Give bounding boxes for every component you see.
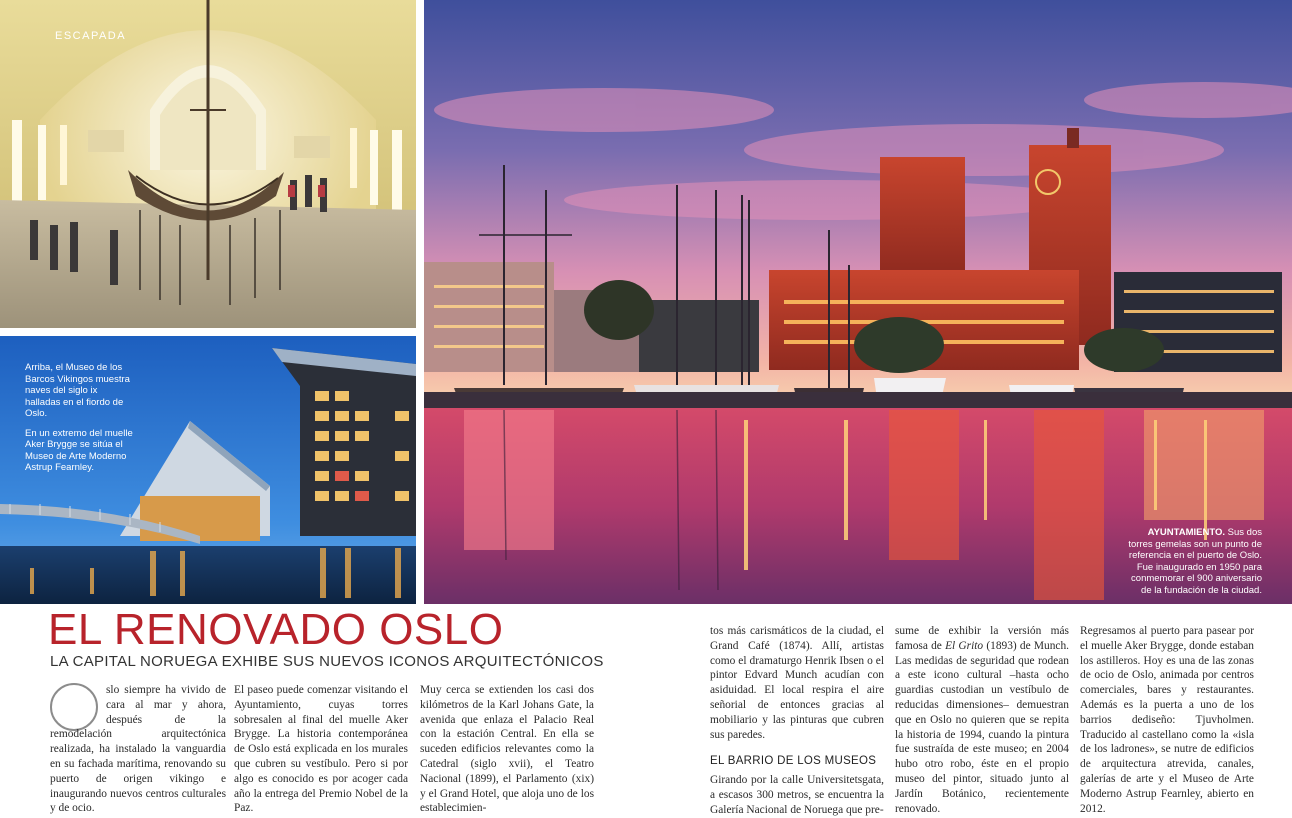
left-photo-captions <box>25 362 133 482</box>
column-6-text: Regresamos al puerto para pasear por el muelle Aker Brygge, donde estaban los astilleros. Hoy es una de las zonas de ocio de Oslo, animada por centros comerciales, bares y restaurantes. Además es la puerta a uno de los barrios dediseño: Tjuvholmen. Traducido al castellano como la «isla de los ladrones», se nutre de edificios de arquitectura atrevida, canales, galerías de arte y el Museo de Arte Moderno Astrup Fearnley, abierto en 2012. <box>1080 625 1254 815</box>
oslo-city-hall-photo <box>424 0 1292 604</box>
painting-title: El Grito <box>945 639 984 652</box>
section-heading-museums: EL BARRIO DE LOS MUSEOS <box>710 755 877 768</box>
column-2-text: El paseo puede comenzar visitando el Ayuntamiento, cuyas torres sobresalen al final del muelle Aker Brygge. La historia contemporánea de Oslo está explicada en los murales que cubren su vestíbulo. Pero si por algo es conocido es por acoger cada año la entrega del Premio Nobel de la Paz. <box>234 684 408 815</box>
section-label: ESCAPADA <box>55 30 127 42</box>
article-subtitle: LA CAPITAL NORUEGA EXHIBE SUS NUEVOS ICONOS ARQUITECTÓNICOS <box>50 653 604 670</box>
city-hall-caption <box>1122 527 1262 596</box>
caption-city-hall-text: Sus dos torres gemelas son un punto de referencia en el puerto de Oslo. Fue inaugurado en 1950 para conmemorar el 900 aniversario de la fundación de la ciudad. <box>1128 527 1262 596</box>
column-4-text-a: tos más carismáticos de la ciudad, el Grand Café (1874). Allí, artistas como el dramaturgo Henrik Ibsen o el pintor Edvard Munch acudían con asiduidad. El local respira el aire señorial de entonces gracias al mobiliario y las pinturas que cubren sus paredes. <box>710 625 884 741</box>
column-4-text-b: Girando por la calle Universitetsgata, a escasos 300 metros, se encuentra la Galería Nacional de Noruega que pre- <box>710 774 884 816</box>
article-column-4 <box>710 624 884 818</box>
viking-ship-museum-photo <box>0 0 416 328</box>
caption-city-hall-lead: AYUNTAMIENTO. <box>1147 527 1226 538</box>
caption-astrup-fearnley: En un extremo del muelle Aker Brygge se sitúa el Museo de Arte Moderno Astrup Fearnley. <box>25 427 133 473</box>
article-title: EL RENOVADO OSLO <box>48 605 504 654</box>
article-column-3 <box>420 683 594 816</box>
column-3-text: Muy cerca se extienden los casi dos kilómetros de la Karl Johans Gate, la avenida que enlaza el Palacio Real con la estación Central. En ella se suceden edificios relevantes como la Catedral (siglo xvii), el Teatro Nacional (1899), el Parlamento (xix) y el Grand Hotel, que aloja uno de los establecimien- <box>420 684 594 815</box>
caption-viking-museum: Arriba, el Museo de los Barcos Vikingos muestra naves del siglo ix halladas en el fiordo de Oslo. <box>25 362 130 419</box>
column-1-text: slo siempre ha vivido de cara al mar y ahora, después de la remodelación arquitectónica realizada, ha instalado la vanguardia en su fachada marítima, renovando su puerto de origen vikingo e inaugurando nuevos centros culturales y de ocio. <box>50 684 226 815</box>
column-5-text: sume de exhibir la versión más famosa de El Grito (1893) de Munch. Las medidas de seguridad que rodean a este icono cultural –hasta ocho guardias custodian un vestíbulo de reducidas dimensiones– demuestran que en Oslo no quieren que se repita la historia de 1994, cuando la pintura fue sustraída de este museo; en 2004 hubo otro robo, éste en el propio museo del pintor, situado junto al Jardín Botánico, recientemente renovado. <box>895 625 1070 815</box>
article-column-1 <box>50 683 226 816</box>
article-column-6 <box>1080 624 1254 816</box>
article-column-2 <box>234 683 408 816</box>
article-column-5 <box>895 624 1069 816</box>
